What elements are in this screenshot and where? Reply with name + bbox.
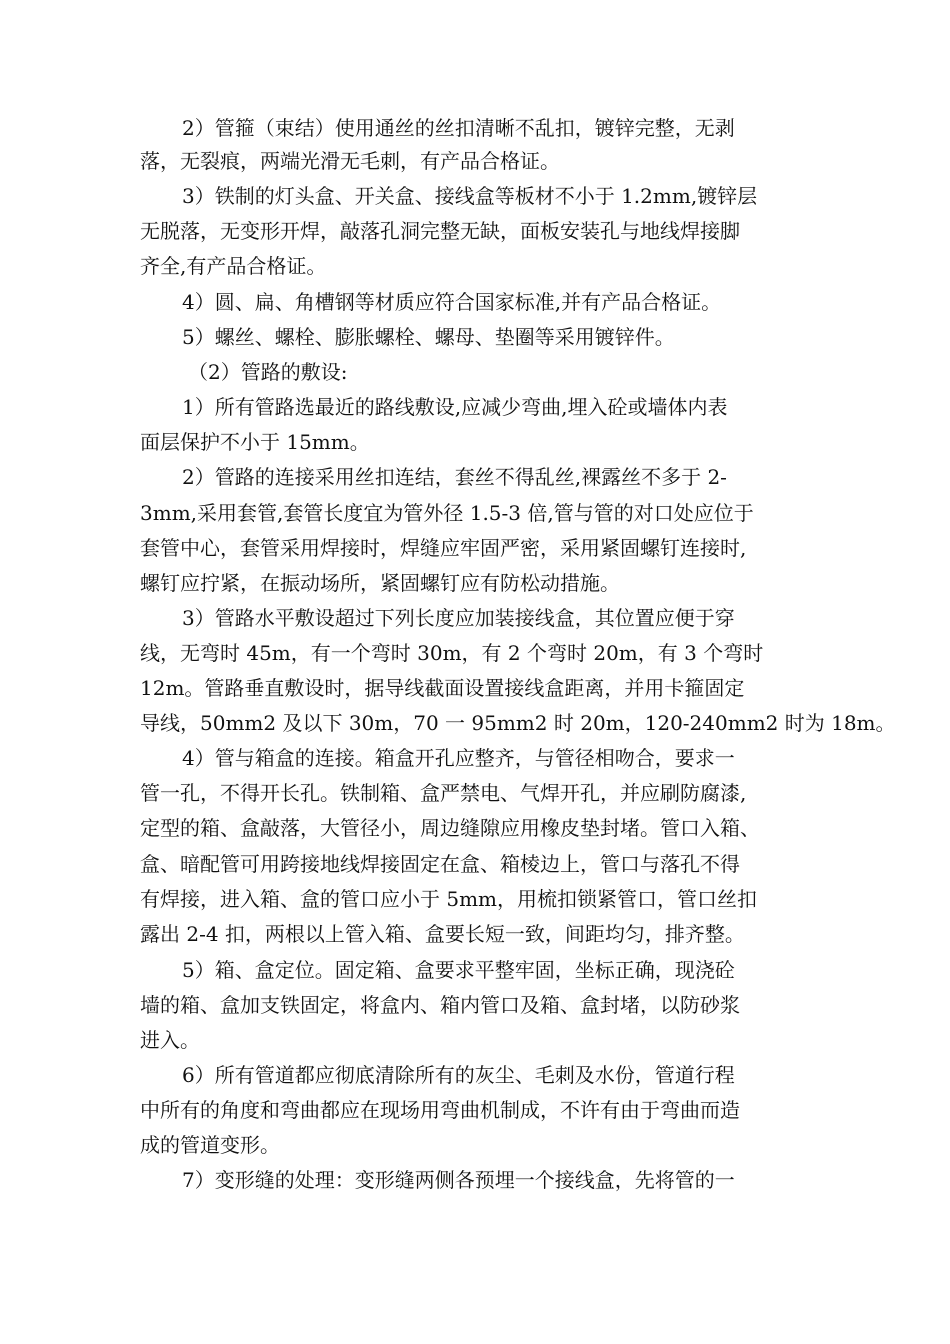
text-line: 5）螺丝、螺栓、膨胀螺栓、螺母、垫圈等采用镀锌件。 xyxy=(182,325,675,349)
text-line: 成的管道变形。 xyxy=(140,1133,280,1157)
text-line: 线，无弯时 45m，有一个弯时 30m，有 2 个弯时 20m，有 3 个弯时 xyxy=(140,641,764,665)
text-line: 螺钉应拧紧，在振动场所，紧固螺钉应有防松动措施。 xyxy=(140,571,620,595)
text-line: 6）所有管道都应彻底清除所有的灰尘、毛刺及水份，管道行程 xyxy=(182,1063,735,1087)
text-line: 7）变形缝的处理：变形缝两侧各预埋一个接线盒，先将管的一 xyxy=(182,1168,735,1192)
text-line: 定型的箱、盒敲落，大管径小，周边缝隙应用橡皮垫封堵。管口入箱、 xyxy=(140,816,760,840)
text-line: 1）所有管路选最近的路线敷设,应减少弯曲,埋入砼或墙体内表 xyxy=(182,395,728,419)
text-line: 有焊接，进入箱、盒的管口应小于 5mm，用梳扣锁紧管口，管口丝扣 xyxy=(140,887,758,911)
text-line: 5）箱、盒定位。固定箱、盒要求平整牢固，坐标正确，现浇砼 xyxy=(182,958,735,982)
text-line: 中所有的角度和弯曲都应在现场用弯曲机制成，不许有由于弯曲而造 xyxy=(140,1098,740,1122)
text-line: 3mm,采用套管,套管长度宜为管外径 1.5-3 倍,管与管的对口处应位于 xyxy=(140,501,754,525)
text-line: 盒、暗配管可用跨接地线焊接固定在盒、箱棱边上，管口与落孔不得 xyxy=(140,852,740,876)
text-line: 4）圆、扁、角槽钢等材质应符合国家标准,并有产品合格证。 xyxy=(182,290,722,314)
text-line: 2）管箍（束结）使用通丝的丝扣清晰不乱扣，镀锌完整，无剥 xyxy=(182,116,735,140)
text-line: 导线，50mm2 及以下 30m，70 一 95mm2 时 20m，120-240mm2 时为 18m。 xyxy=(140,711,896,735)
text-line: 齐全,有产品合格证。 xyxy=(140,254,327,278)
text-line: 露出 2-4 扣，两根以上管入箱、盒要长短一致，间距均匀，排齐整。 xyxy=(140,922,745,946)
text-line: 3）铁制的灯头盒、开关盒、接线盒等板材不小于 1.2mm,镀锌层 xyxy=(182,184,758,208)
text-line: 12m。管路垂直敷设时，据导线截面设置接线盒距离，并用卡箍固定 xyxy=(140,676,745,700)
text-line: 管一孔，不得开长孔。铁制箱、盒严禁电、气焊开孔，并应刷防腐漆, xyxy=(140,781,747,805)
text-line: 进入。 xyxy=(140,1028,200,1052)
text-line: 3）管路水平敷设超过下列长度应加装接线盒，其位置应便于穿 xyxy=(182,606,735,630)
text-line: 面层保护不小于 15mm。 xyxy=(140,430,370,454)
text-line: 墙的箱、盒加支铁固定，将盒内、箱内管口及箱、盒封堵，以防砂浆 xyxy=(140,993,740,1017)
section-heading: （2）管路的敷设: xyxy=(188,360,348,384)
text-line: 4）管与箱盒的连接。箱盒开孔应整齐，与管径相吻合，要求一 xyxy=(182,746,735,770)
text-line: 无脱落，无变形开焊，敲落孔洞完整无缺，面板安装孔与地线焊接脚 xyxy=(140,219,740,243)
text-line: 套管中心，套管采用焊接时，焊缝应牢固严密，采用紧固螺钉连接时, xyxy=(140,536,747,560)
text-line: 落，无裂痕，两端光滑无毛刺，有产品合格证。 xyxy=(140,149,560,173)
text-line: 2）管路的连接采用丝扣连结，套丝不得乱丝,裸露丝不多于 2- xyxy=(182,465,727,489)
